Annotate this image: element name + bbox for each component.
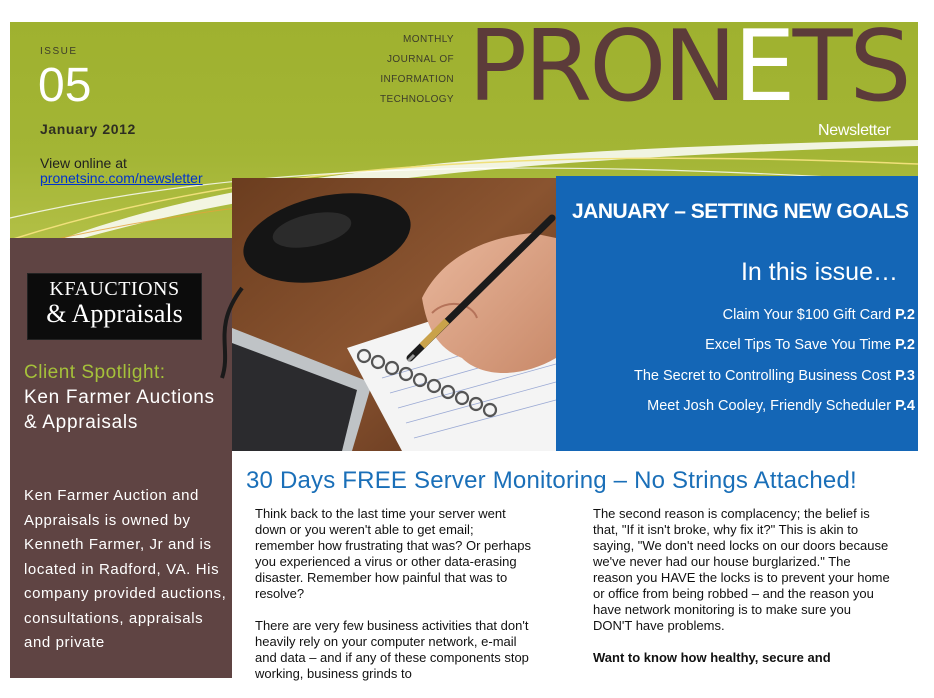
logo-part: PRON	[468, 10, 734, 124]
newsletter-tag: Newsletter	[818, 122, 891, 139]
journal-line: MONTHLY	[403, 34, 454, 45]
journal-tagline	[350, 30, 454, 110]
pronets-logo	[468, 10, 909, 124]
issue-number: 05	[38, 59, 92, 112]
hero-photo	[232, 178, 556, 451]
spotlight-body: Ken Farmer Auction and Appraisals is owned by Kenneth Farmer, Jr and is located in Radford, VA. His company provided auctions, consultations, appraisals and private	[24, 487, 227, 651]
article-paragraph: Think back to the last time your server went down or you weren't able to get email; remember how frustrating that was? Or perhaps you experienced a virus or other data-erasing disaster. Remember how painful that was to resolve?	[255, 506, 532, 601]
client-logo-line2: & Appraisals	[46, 299, 183, 328]
client-logo-line1: KFAUCTIONS	[49, 278, 180, 300]
issue-date: January 2012	[40, 121, 136, 137]
feature-heading: JANUARY – SETTING NEW GOALS	[572, 200, 909, 223]
toc-item[interactable]	[634, 361, 915, 391]
view-online-label: View online at	[40, 155, 127, 171]
toc-page: P.2	[895, 337, 915, 354]
journal-line: JOURNAL OF	[387, 54, 454, 65]
in-this-issue-title: In this issue…	[740, 258, 898, 286]
spotlight-title: Client Spotlight:	[24, 362, 166, 383]
journal-line: TECHNOLOGY	[379, 94, 454, 105]
view-online	[40, 156, 203, 186]
toc-title: Claim Your $100 Gift Card	[722, 307, 892, 323]
mouse-pen-notebook-image	[232, 178, 556, 451]
toc-page: P.4	[895, 397, 915, 414]
toc-title: The Secret to Controlling Business Cost	[633, 367, 892, 384]
issue-label: ISSUE	[40, 46, 78, 57]
article-column-1	[255, 506, 535, 698]
newsletter-link[interactable]: pronetsinc.com/newsletter	[40, 170, 203, 186]
article-paragraph: There are very few business activities that don't heavily rely on your computer network, e-mail and data – and if any of these components stop working, business grinds to	[255, 618, 529, 681]
toc-title: Meet Josh Cooley, Friendly Scheduler	[647, 397, 892, 414]
article-title: 30 Days FREE Server Monitoring – No Strings Attached!	[246, 467, 857, 494]
toc-item[interactable]	[634, 300, 915, 330]
logo-part: TS	[792, 10, 909, 124]
spotlight-name: Ken Farmer Auctions & Appraisals	[24, 387, 215, 433]
table-of-contents	[634, 300, 915, 421]
toc-item[interactable]	[634, 391, 915, 421]
toc-page: P.2	[895, 307, 915, 323]
toc-page: P.3	[895, 367, 915, 384]
toc-title: Excel Tips To Save You Time	[705, 337, 892, 354]
logo-part: E	[733, 10, 793, 124]
article-column-2	[593, 506, 893, 682]
client-logo	[27, 273, 202, 340]
article-paragraph: Want to know how healthy, secure and	[593, 650, 831, 665]
journal-line: INFORMATION	[380, 74, 454, 85]
article-paragraph: The second reason is complacency; the belief is that, "If it isn't broke, why fix it?" This is akin to saying, "We don't need locks on our doors because we've never had our house burglarized." The reason you HAVE the locks is to prevent your home or office from being robbed – and the reason you have network monitoring is to make sure you DON'T have problems.	[593, 506, 890, 633]
toc-item[interactable]	[634, 330, 915, 360]
